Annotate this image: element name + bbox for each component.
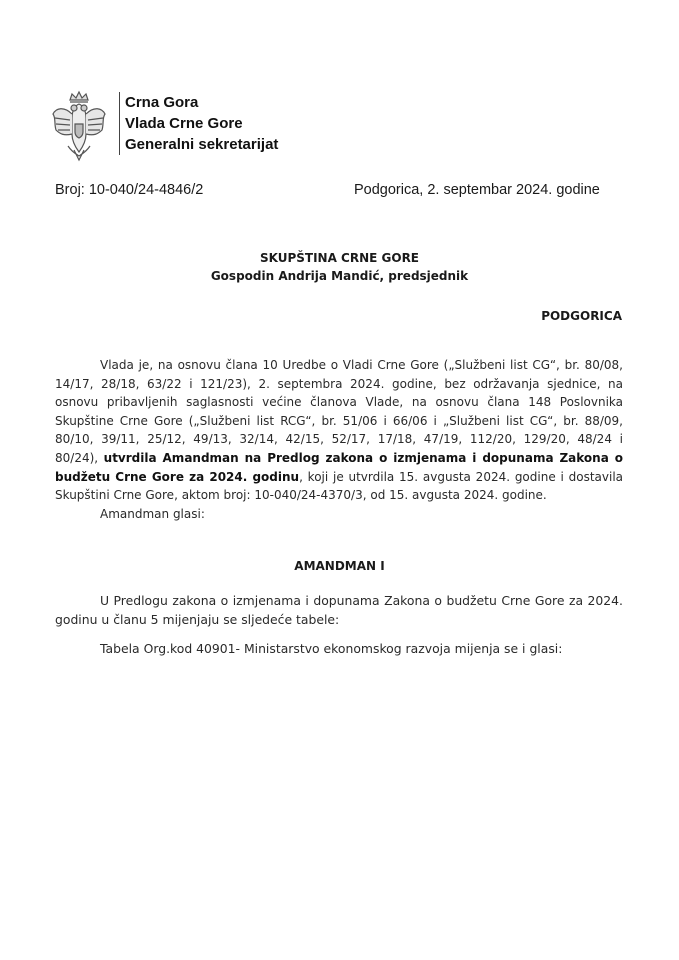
intro-rest-text: , koji je utvrdila 15. avgusta 2024. godine i dostavila Skupštini Crne Gore, aktom broj: 10-040/24-4370/3, od 15. avgusta 2024. godine. [55, 469, 624, 503]
addressee-institution: SKUPŠTINA CRNE GORE [259, 251, 420, 265]
intro-text: Vlada je, na osnovu člana 10 Uredbe o Vladi Crne Gore („Službeni list CG“, br. 80/08, 14/17, 28/18, 63/22 i 121/23), 2. septembra 2024. godine, bez održavanja sjednice, na osnovu pribavljenih saglasnosti većine članova Vlade, na osnovu člana 148 Poslovnika Skupštine Crne Gore („Službeni list RCG“, br. 51/06 i 66/06 i „Službeni list CG“, br. 88/09, 80/10, 39/11, 25/12, 49/13, 32/14, 42/15, 52/17, 17/18, 47/19, 112/20, 129/20, 48/24 i 80/24), [55, 358, 623, 465]
amendment-title: AMANDMAN I [294, 559, 385, 573]
amendment-paragraph: U Predlogu zakona o izmjenama i dopunama Zakona o budžetu Crne Gore za 2024. godinu u članu 5 mijenjaju se sljedeće tabele: [55, 593, 623, 627]
place-and-date: Podgorica, 2. septembar 2024. godine [354, 182, 600, 198]
intro-paragraph [55, 356, 623, 505]
institution-header [119, 92, 278, 155]
addressee-block [0, 249, 679, 285]
header-government: Vlada Crne Gore [125, 115, 243, 132]
addressee-person: Gospodin Andrija Mandić, predsjednik [210, 269, 469, 283]
addressee-city: PODGORICA [541, 309, 622, 323]
table-reference-paragraph: Tabela Org.kod 40901- Ministarstvo ekonomskog razvoja mijenja se i glasi: [100, 641, 563, 656]
header-country: Crna Gora [125, 94, 199, 111]
montenegro-coat-of-arms-icon [50, 90, 108, 164]
header-secretariat: Generalni sekretarijat [125, 136, 279, 153]
document-number: Broj: 10-040/24-4846/2 [55, 182, 204, 198]
main-paragraph [55, 356, 623, 523]
bold-decision-text: utvrdila Amandman na Predlog zakona o izmjenama i dopunama Zakona o budžetu Crne Gore za 2024. godinu [55, 450, 623, 484]
amendment-intro: Amandman glasi: [100, 506, 205, 521]
